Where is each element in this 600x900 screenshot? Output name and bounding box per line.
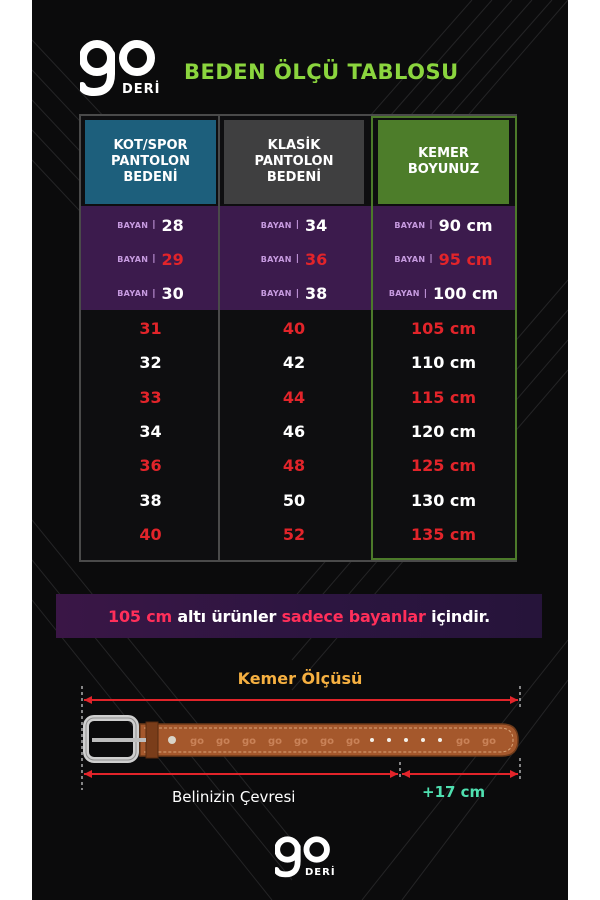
svg-text:go: go [456, 736, 471, 747]
banner-text: altı ürünler [171, 606, 282, 626]
header-line: BEDENİ [123, 170, 178, 185]
table-row [81, 483, 515, 517]
svg-text:go: go [482, 736, 497, 747]
size-value: 44 [282, 387, 306, 407]
women-tag: BAYAN [117, 220, 149, 230]
table-cell [224, 380, 364, 414]
table-cell [224, 518, 364, 552]
size-value: 135 cm [410, 525, 477, 545]
size-value: 33 [139, 387, 162, 407]
banner-text-end: içindir. [425, 606, 490, 626]
size-value: 29 [161, 249, 184, 269]
women-tag: BAYAN [117, 254, 149, 264]
women-tag-separator: | [423, 288, 428, 299]
table-cell [224, 483, 364, 517]
table-cell [378, 518, 509, 552]
table-cell [85, 277, 216, 311]
table-cell [224, 277, 364, 311]
size-value: 31 [139, 318, 162, 338]
women-tag-separator: | [295, 288, 299, 299]
women-tag-separator: | [295, 220, 299, 230]
size-value: 36 [304, 249, 328, 269]
table-cell [378, 311, 509, 345]
header-line: KEMER [418, 146, 469, 161]
women-tag: BAYAN [117, 289, 149, 299]
table-row [81, 242, 515, 276]
women-tag: BAYAN [260, 254, 292, 264]
women-tag: BAYAN [394, 254, 426, 264]
svg-text:go: go [190, 736, 205, 747]
size-value: 110 cm [410, 353, 477, 373]
women-tag: BAYAN [388, 289, 420, 299]
extra-length-label: +17 cm [422, 783, 486, 801]
banner-women: sadece bayanlar [281, 606, 426, 626]
belt-buckle-icon [86, 718, 146, 760]
table-row [81, 346, 515, 380]
size-value: 34 [304, 215, 328, 235]
size-value: 38 [304, 284, 328, 304]
women-tag-separator: | [429, 220, 433, 230]
size-value: 105 cm [410, 318, 477, 338]
header-line: PANTOLON [254, 154, 334, 169]
table-cell [224, 242, 364, 276]
brand-logo-sub: DERİ [122, 82, 161, 97]
women-tag-separator: | [152, 220, 156, 230]
size-value: 36 [139, 456, 162, 476]
size-value: 32 [139, 353, 162, 373]
brand-logo-footer [275, 836, 335, 882]
table-cell [85, 346, 216, 380]
size-value: 34 [139, 421, 162, 441]
svg-text:go: go [346, 736, 361, 747]
size-value: 40 [139, 525, 162, 545]
size-value: 100 cm [433, 284, 499, 304]
size-value: 125 cm [410, 456, 477, 476]
table-cell [378, 449, 509, 483]
header-line: KOT/SPOR [113, 138, 188, 153]
size-value: 28 [161, 215, 184, 235]
table-row [81, 208, 515, 242]
header-belt-length [378, 120, 509, 204]
size-value: 120 cm [410, 421, 477, 441]
table-cell [224, 414, 364, 448]
table-row [81, 277, 515, 311]
header-jeans-size [85, 120, 216, 204]
women-tag: BAYAN [260, 220, 292, 230]
brand-logo [80, 40, 162, 102]
size-value: 95 cm [438, 249, 493, 269]
brand-logo-sub: DERİ [305, 867, 336, 878]
header-line: PANTOLON [111, 154, 190, 169]
women-tag-separator: | [295, 254, 299, 265]
women-tag-separator: | [152, 288, 156, 299]
size-value: 30 [161, 284, 184, 304]
table-cell [224, 346, 364, 380]
table-cell [224, 311, 364, 345]
size-value: 115 cm [410, 387, 477, 407]
table-cell [85, 414, 216, 448]
header-classic-size [224, 120, 364, 204]
table-cell [378, 346, 509, 380]
table-cell [85, 242, 216, 276]
women-tag-separator: | [152, 254, 156, 265]
svg-text:go: go [268, 736, 283, 747]
svg-text:go: go [294, 736, 309, 747]
belt-diagram [32, 680, 568, 790]
size-value: 48 [282, 456, 306, 476]
svg-text:go: go [242, 736, 257, 747]
header-line: KLASİK [267, 138, 321, 153]
table-row [81, 449, 515, 483]
size-table [79, 114, 517, 562]
table-cell [85, 518, 216, 552]
table-cell [85, 311, 216, 345]
women-tag: BAYAN [394, 220, 426, 230]
page-title: BEDEN ÖLÇÜ TABLOSU [184, 60, 459, 84]
banner-size: 105 cm [108, 606, 172, 626]
size-value: 130 cm [410, 490, 477, 510]
table-cell [85, 380, 216, 414]
women-tag: BAYAN [260, 289, 292, 299]
table-cell [85, 449, 216, 483]
table-cell [378, 208, 509, 242]
table-cell [85, 208, 216, 242]
svg-text:go: go [320, 736, 335, 747]
size-value: 40 [282, 318, 306, 338]
waist-label: Belinizin Çevresi [172, 788, 296, 806]
table-cell [85, 483, 216, 517]
table-row [81, 518, 515, 552]
size-chart-poster [32, 0, 568, 900]
table-cell [378, 277, 509, 311]
belt-title: Kemer Ölçüsü [237, 669, 363, 688]
header-line: BOYUNUZ [407, 162, 480, 177]
size-value: 38 [139, 490, 162, 510]
table-cell [378, 380, 509, 414]
table-row [81, 414, 515, 448]
women-tag-separator: | [429, 254, 433, 265]
table-cell [224, 449, 364, 483]
belt-strap [140, 722, 518, 758]
notice-banner [56, 594, 542, 638]
table-cell [378, 242, 509, 276]
size-value: 52 [282, 525, 306, 545]
svg-text:go: go [216, 736, 231, 747]
header-line: BEDENİ [266, 170, 322, 185]
table-row [81, 380, 515, 414]
table-row [81, 311, 515, 345]
table-cell [378, 414, 509, 448]
size-value: 90 cm [438, 215, 493, 235]
table-cell [224, 208, 364, 242]
size-value: 50 [282, 490, 306, 510]
size-value: 42 [282, 353, 306, 373]
size-value: 46 [282, 421, 306, 441]
table-cell [378, 483, 509, 517]
